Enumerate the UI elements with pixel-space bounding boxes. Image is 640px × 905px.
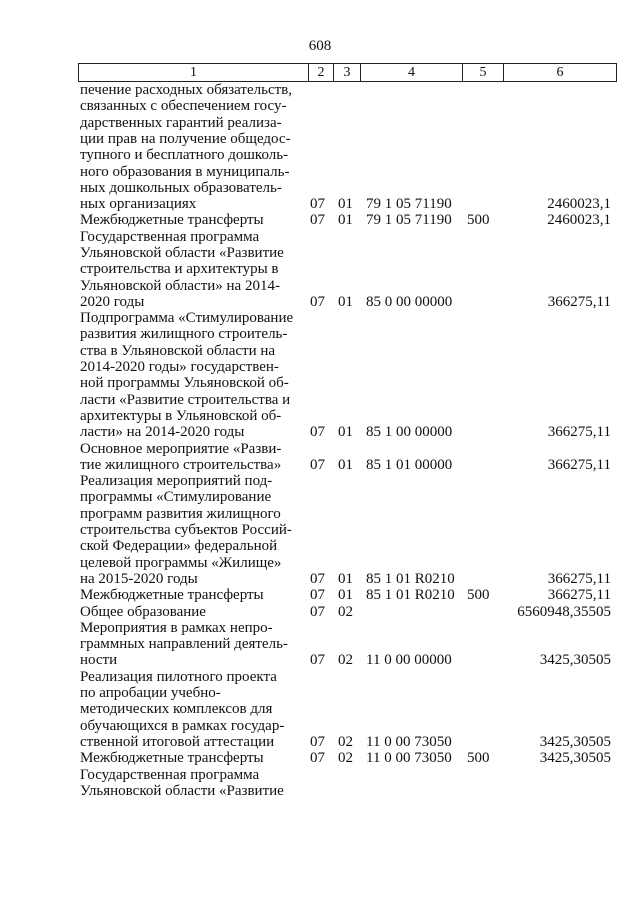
row-name-line: Ульяновской области «Развитие (80, 244, 284, 261)
subsection-code: 02 (338, 733, 353, 750)
row-name-line: Реализация пилотного проекта (80, 668, 277, 685)
row-name-line: программы «Стимулирование (80, 489, 272, 506)
row-name-line: 2020 годы (80, 293, 145, 310)
expense-type: 500 (467, 750, 490, 767)
table-header (78, 63, 617, 82)
amount: 366275,11 (547, 456, 611, 473)
row-name-line: 2014-2020 годы» государствен- (80, 359, 279, 376)
table-row (78, 441, 615, 474)
table-row (78, 620, 615, 669)
target-code: 11 0 00 73050 (366, 733, 452, 750)
target-code: 85 1 01 R0210 (366, 570, 455, 587)
section-code: 07 (310, 587, 325, 604)
amount: 3425,30505 (539, 652, 611, 669)
subsection-code: 01 (338, 587, 353, 604)
section-code: 07 (310, 570, 325, 587)
row-name-line: Основное мероприятие «Разви- (80, 440, 282, 457)
table-row (78, 473, 615, 587)
target-code: 11 0 00 73050 (366, 750, 452, 767)
target-code: 85 0 00 00000 (366, 293, 453, 310)
row-name-line: целевой программы «Жилище» (80, 554, 282, 571)
row-name-line: граммных направлений деятель- (80, 636, 288, 653)
amount: 366275,11 (547, 293, 611, 310)
row-name-line: программ развития жилищного (80, 505, 281, 522)
header-col-5: 5 (463, 64, 504, 81)
subsection-code: 01 (338, 293, 353, 310)
section-code: 07 (310, 212, 325, 229)
table-row (78, 310, 615, 440)
subsection-code: 01 (338, 570, 353, 587)
target-code: 85 1 00 00000 (366, 424, 453, 441)
row-name-line: ласти «Развитие строительства и (80, 391, 291, 408)
target-code: 79 1 05 71190 (366, 196, 452, 213)
expense-type: 500 (467, 212, 490, 229)
row-name-line: тие жилищного строительства» (80, 456, 282, 473)
table-row (78, 669, 615, 751)
row-name-line: ных организациях (80, 196, 197, 213)
row-name-line: Общее образование (80, 603, 206, 620)
row-name-line: тупного и бесплатного дошколь- (80, 147, 289, 164)
subsection-code: 01 (338, 456, 353, 473)
row-name-line: ции прав на получение общедос- (80, 130, 291, 147)
row-name-line: ской Федерации» федеральной (80, 538, 278, 555)
row-name-line: Межбюджетные трансферты (80, 750, 264, 767)
table-row (78, 229, 615, 311)
row-name-line: Подпрограмма «Стимулирование (80, 310, 294, 327)
subsection-code: 02 (338, 750, 353, 767)
row-name-line: методических комплексов для (80, 701, 273, 718)
row-name-line: Ульяновской области» на 2014- (80, 277, 280, 294)
header-col-2: 2 (309, 64, 334, 81)
section-code: 07 (310, 293, 325, 310)
row-name-line: ласти» на 2014-2020 годы (80, 424, 245, 441)
table-row (78, 604, 615, 620)
row-name-line: связанных с обеспечением госу- (80, 98, 287, 115)
section-code: 07 (310, 750, 325, 767)
table-row (78, 587, 615, 603)
row-name-line: Реализация мероприятий под- (80, 473, 273, 490)
header-col-3: 3 (334, 64, 361, 81)
section-code: 07 (310, 456, 325, 473)
target-code: 85 1 01 00000 (366, 456, 453, 473)
subsection-code: 01 (338, 196, 353, 213)
section-code: 07 (310, 424, 325, 441)
row-name-line: обучающихся в рамках государ- (80, 717, 285, 734)
amount: 366275,11 (547, 424, 611, 441)
table-row (78, 767, 615, 800)
table-row (78, 750, 615, 766)
section-code: 07 (310, 652, 325, 669)
subsection-code: 02 (338, 603, 353, 620)
row-name-line: по апробации учебно- (80, 685, 221, 702)
row-name-line: ства в Ульяновской области на (80, 342, 276, 359)
header-col-1: 1 (79, 64, 309, 81)
row-name-line: ственной итоговой аттестации (80, 733, 275, 750)
header-col-6: 6 (556, 65, 564, 80)
section-code: 07 (310, 196, 325, 213)
amount: 366275,11 (547, 587, 611, 604)
target-code: 85 1 01 R0210 (366, 587, 455, 604)
row-name-line: на 2015-2020 годы (80, 570, 198, 587)
row-name-line: ного образования в муниципаль- (80, 163, 290, 180)
row-name-line: строительства субъектов Россий- (80, 522, 292, 539)
amount: 3425,30505 (539, 750, 611, 767)
row-name-line: Межбюджетные трансферты (80, 587, 264, 604)
row-name-line: ности (80, 652, 118, 669)
target-code: 79 1 05 71190 (366, 212, 452, 229)
row-name-line: дарственных гарантий реализа- (80, 114, 282, 131)
amount: 2460023,1 (547, 212, 611, 229)
row-name-line: ной программы Ульяновской об- (80, 375, 289, 392)
target-code: 11 0 00 00000 (366, 652, 452, 669)
header-col-4: 4 (361, 64, 463, 81)
row-name-line: печение расходных обязательств, (80, 82, 293, 98)
section-code: 07 (310, 603, 325, 620)
row-name-line: Межбюджетные трансферты (80, 212, 264, 229)
row-name-line: Мероприятия в рамках непро- (80, 619, 273, 636)
amount: 366275,11 (547, 570, 611, 587)
amount: 3425,30505 (539, 733, 611, 750)
row-name-line: Государственная программа (80, 228, 260, 245)
subsection-code: 01 (338, 424, 353, 441)
subsection-code: 01 (338, 212, 353, 229)
table-row (78, 82, 615, 212)
page-number: 608 (308, 38, 332, 54)
row-name-line: строительства и архитектуры в (80, 261, 279, 278)
row-name-line: развития жилищного строитель- (80, 326, 288, 343)
row-name-line: архитектуры в Ульяновской об- (80, 407, 282, 424)
amount: 2460023,1 (547, 196, 611, 213)
row-name-line: ных дошкольных образователь- (80, 179, 282, 196)
row-name-line: Государственная программа (80, 766, 260, 783)
amount: 6560948,35505 (517, 603, 611, 620)
row-name-line: Ульяновской области «Развитие (80, 782, 284, 799)
subsection-code: 02 (338, 652, 353, 669)
expense-type: 500 (467, 587, 490, 604)
table-row (78, 212, 615, 228)
section-code: 07 (310, 733, 325, 750)
